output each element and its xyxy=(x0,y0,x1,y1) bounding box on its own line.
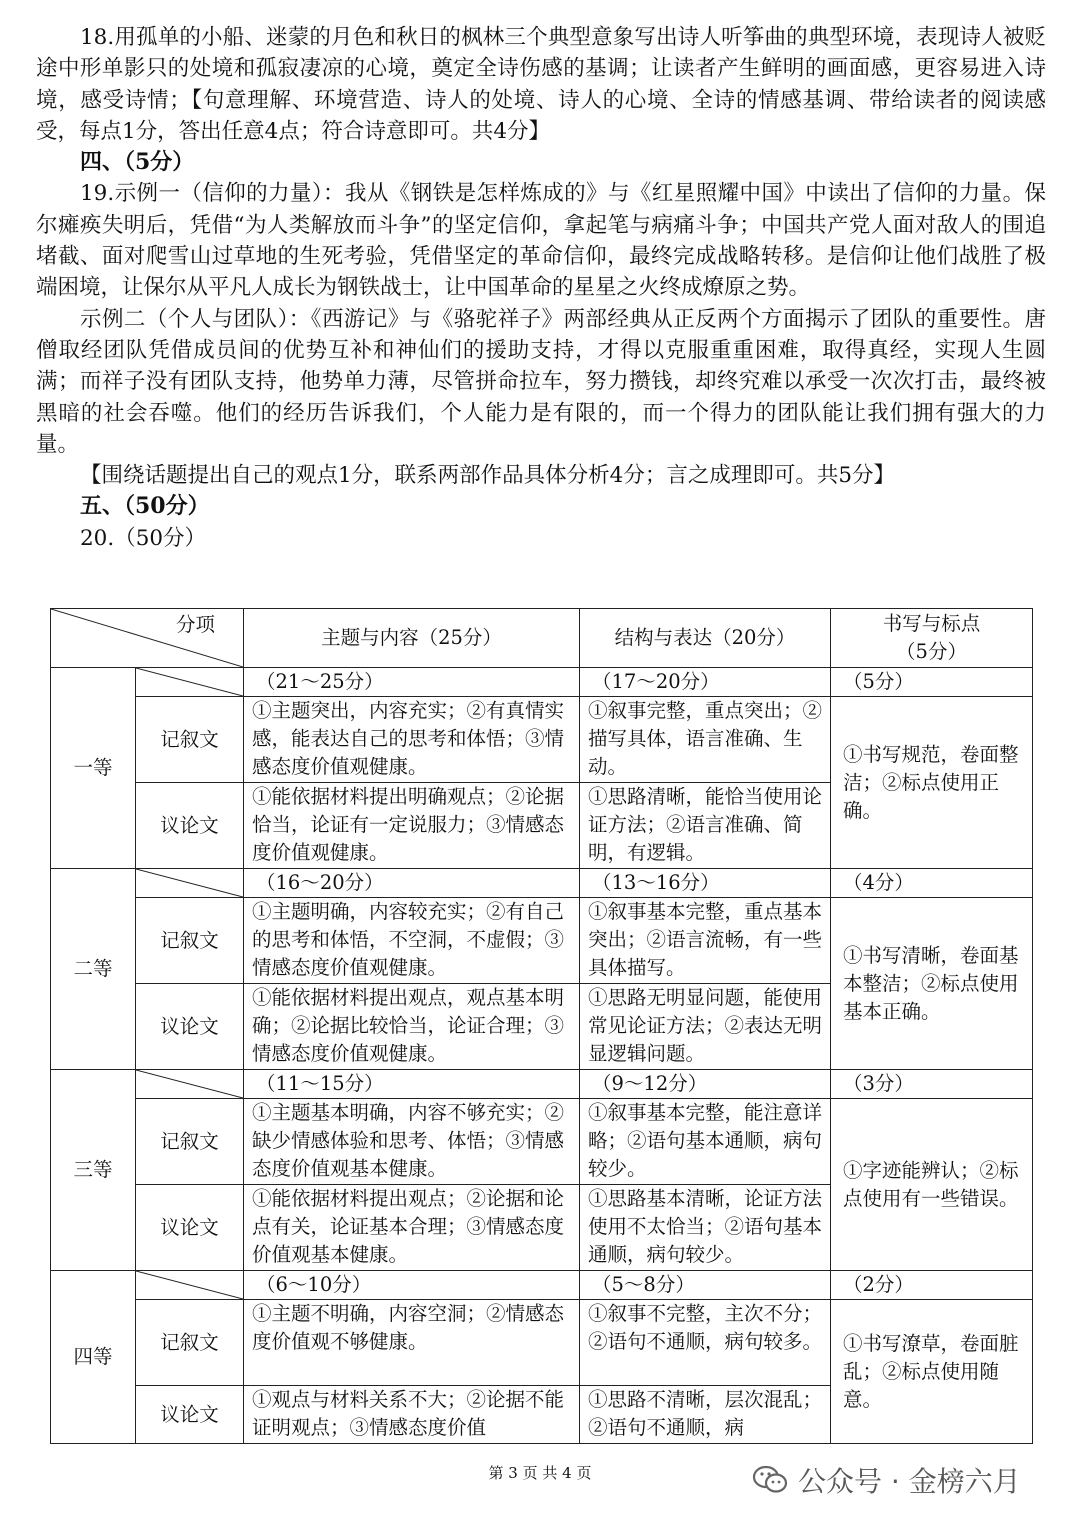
argument-content-criteria: ①能依据材料提出观点，观点基本明确；②论据比较恰当，论证合理；③情感态度价值观健康。 xyxy=(244,984,580,1070)
wechat-icon xyxy=(752,1465,788,1495)
grade-label: 二等 xyxy=(51,869,136,1070)
content-score-range: （6～10分） xyxy=(244,1271,580,1300)
grade-score-row xyxy=(51,668,1033,697)
argument-label: 议论文 xyxy=(136,984,244,1070)
diagonal-line xyxy=(136,668,243,696)
watermark xyxy=(752,1460,1021,1500)
content-score-range: （21～25分） xyxy=(244,668,580,697)
answers-text-block xyxy=(36,22,1046,554)
structure-score-range: （5～8分） xyxy=(580,1271,831,1300)
writing-score: （2分） xyxy=(831,1271,1033,1300)
narrative-structure-criteria: ①叙事基本完整，重点基本突出；②语言流畅，有一些具体描写。 xyxy=(580,898,831,984)
col-header-content: 主题与内容（25分） xyxy=(244,609,580,668)
content-score-range: （11～15分） xyxy=(244,1070,580,1099)
diagonal-line xyxy=(136,1271,243,1299)
narrative-content-criteria: ①主题不明确，内容空洞；②情感态度价值观不够健康。 xyxy=(244,1300,580,1386)
argument-content-criteria: ①观点与材料关系不大；②论据不能证明观点；③情感态度价值 xyxy=(244,1386,580,1444)
argument-label: 议论文 xyxy=(136,783,244,869)
diagonal-cell xyxy=(136,1070,244,1099)
content-score-range: （16～20分） xyxy=(244,869,580,898)
argument-structure-criteria: ①思路清晰，能恰当使用论证方法；②语言准确、简明，有逻辑。 xyxy=(580,783,831,869)
argument-content-criteria: ①能依据材料提出观点；②论据和论点有关，论证基本合理；③情感态度价值观基本健康。 xyxy=(244,1185,580,1271)
argument-label: 议论文 xyxy=(136,1386,244,1444)
argument-structure-criteria: ①思路基本清晰，论证方法使用不太恰当；②语句基本通顺，病句较少。 xyxy=(580,1185,831,1271)
narrative-row xyxy=(51,1099,1033,1185)
writing-score: （3分） xyxy=(831,1070,1033,1099)
col-header-structure: 结构与表达（20分） xyxy=(580,609,831,668)
writing-criteria: ①字迹能辨认；②标点使用有一些错误。 xyxy=(831,1099,1033,1271)
narrative-structure-criteria: ①叙事基本完整，能注意详略；②语句基本通顺，病句较少。 xyxy=(580,1099,831,1185)
narrative-content-criteria: ①主题突出，内容充实；②有真情实感，能表达自己的思考和体悟；③情感态度价值观健康。 xyxy=(244,697,580,783)
diagonal-cell xyxy=(136,1271,244,1300)
section-4-heading: 四、（5分） xyxy=(80,149,195,176)
diagonal-cell xyxy=(136,869,244,898)
grade-label: 三等 xyxy=(51,1070,136,1271)
page-number: 第 3 页 共 4 页 xyxy=(488,1464,592,1482)
structure-score-range: （17～20分） xyxy=(580,668,831,697)
narrative-row xyxy=(51,898,1033,984)
watermark-text: 公众号 · 金榜六月 xyxy=(798,1465,1021,1498)
corner-label: 分项 xyxy=(175,613,215,636)
section-5-heading: 五、（50分） xyxy=(80,493,210,520)
writing-criteria: ①书写规范，卷面整洁；②标点使用正确。 xyxy=(831,697,1033,869)
grade-label: 一等 xyxy=(51,668,136,869)
col-header-writing xyxy=(831,609,1033,668)
grade-score-row xyxy=(51,1271,1033,1300)
corner-cell xyxy=(51,609,244,668)
narrative-structure-criteria: ①叙事不完整，主次不分；②语句不通顺，病句较多。 xyxy=(580,1300,831,1386)
essay-rubric-table xyxy=(50,608,1033,1444)
narrative-label: 记叙文 xyxy=(136,898,244,984)
argument-structure-criteria: ①思路无明显问题，能使用常见论证方法；②表达无明显逻辑问题。 xyxy=(580,984,831,1070)
q18-answer: 18.用孤单的小船、迷蒙的月色和秋日的枫林三个典型意象写出诗人听筝曲的典型环境，表现诗人被贬途中形单影只的处境和孤寂凄凉的心境，奠定全诗伤感的基调；让读者产生鲜明的画面感，更容易进入诗境，感受诗情；【句意理解、环境营造、诗人的处境、诗人的心境、全诗的情感基调、带给读者的阅读感受，每点1分，答出任意4点；符合诗意即可。共4分】 xyxy=(36,25,1046,144)
q20-title: 20.（50分） xyxy=(80,525,207,551)
argument-structure-criteria: ①思路不清晰，层次混乱；②语句不通顺，病 xyxy=(580,1386,831,1444)
q19-example-2: 示例二（个人与团队）：《西游记》与《骆驼祥子》两部经典从正反两个方面揭示了团队的重要性。唐僧取经团队凭借成员间的优势互补和神仙们的援助支持，才得以克服重重困难，取得真经，实现人生圆满；而祥子没有团队支持，他势单力薄，尽管拼命拉车，努力攒钱，却终究难以承受一次次打击，最终被黑暗的社会吞噬。他们的经历告诉我们，个人能力是有限的，而一个得力的团队能让我们拥有强大的力量。 xyxy=(36,306,1046,457)
q19-example-1: 19.示例一（信仰的力量）：我从《钢铁是怎样炼成的》与《红星照耀中国》中读出了信仰的力量。保尔瘫痪失明后，凭借“为人类解放而斗争”的坚定信仰，拿起笔与病痛斗争；中国共产党人面对敌人的围追堵截、面对爬雪山过草地的生死考验，凭借坚定的革命信仰，最终完成战略转移。是信仰让他们战胜了极端困境，让保尔从平凡人成长为钢铁战士，让中国革命的星星之火终成燎原之势。 xyxy=(36,181,1046,301)
structure-score-range: （13～16分） xyxy=(580,869,831,898)
narrative-structure-criteria: ①叙事完整，重点突出；②描写具体，语言准确、生动。 xyxy=(580,697,831,783)
grade-score-row xyxy=(51,1070,1033,1099)
narrative-content-criteria: ①主题明确，内容较充实；②有自己的思考和体悟，不空洞，不虚假；③情感态度价值观健康。 xyxy=(244,898,580,984)
grade-score-row xyxy=(51,869,1033,898)
writing-score: （4分） xyxy=(831,869,1033,898)
structure-score-range: （9～12分） xyxy=(580,1070,831,1099)
q19-scoring-note: 【围绕话题提出自己的观点1分，联系两部作品具体分析4分；言之成理即可。共5分】 xyxy=(80,463,896,489)
narrative-label: 记叙文 xyxy=(136,1099,244,1185)
col-header-writing-line2: （5分） xyxy=(896,640,967,663)
writing-criteria: ①书写潦草，卷面脏乱；②标点使用随意。 xyxy=(831,1300,1033,1444)
argument-content-criteria: ①能依据材料提出明确观点；②论据恰当，论证有一定说服力；③情感态度价值观健康。 xyxy=(244,783,580,869)
col-header-writing-line1: 书写与标点 xyxy=(882,612,981,635)
narrative-content-criteria: ①主题基本明确，内容不够充实；②缺少情感体验和思考、体悟；③情感态度价值观基本健康。 xyxy=(244,1099,580,1185)
diagonal-line xyxy=(136,869,243,897)
narrative-row xyxy=(51,1300,1033,1386)
narrative-row xyxy=(51,697,1033,783)
narrative-label: 记叙文 xyxy=(136,697,244,783)
grade-label: 四等 xyxy=(51,1271,136,1444)
narrative-label: 记叙文 xyxy=(136,1300,244,1386)
rubric-header-row xyxy=(51,609,1033,668)
writing-score: （5分） xyxy=(831,668,1033,697)
argument-label: 议论文 xyxy=(136,1185,244,1271)
diagonal-cell xyxy=(136,668,244,697)
writing-criteria: ①书写清晰，卷面基本整洁；②标点使用基本正确。 xyxy=(831,898,1033,1070)
diagonal-line xyxy=(136,1070,243,1098)
